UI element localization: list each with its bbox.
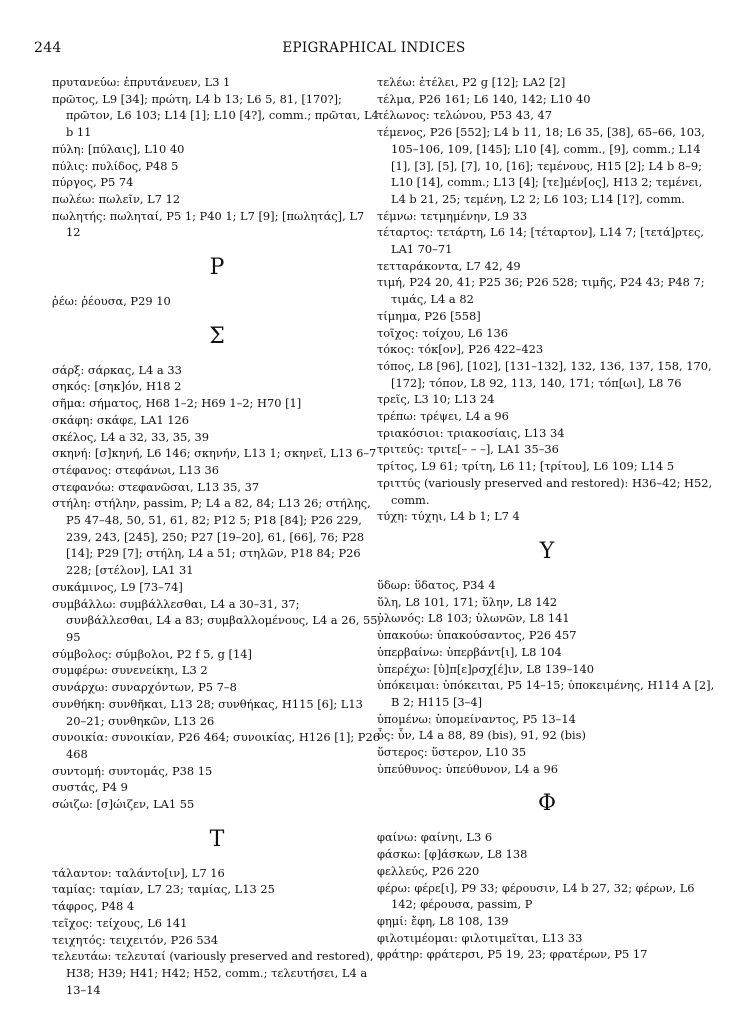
index-entry: ὑπερέχω: [ὑ]π[ε]ρσχ[έ]ιν, L8 139–140 — [377, 661, 595, 676]
index-entry: σύμβολος: σύμβολοι, P2 f 5, g [14] — [52, 646, 252, 661]
index-entry: ὕλη, L8 101, 171; ὕλην, L8 142 — [377, 594, 558, 609]
index-block — [377, 577, 717, 777]
index-entry: τύχη: τύχηι, L4 b 1; L7 4 — [377, 509, 520, 524]
index-entry: φράτηρ: φράτερσι, P5 19, 23; φρατέρων, P5 17 — [377, 947, 648, 962]
index-entry: τέμνω: τετμημένην, L9 33 — [377, 208, 528, 223]
index-entry: συνθήκη: συνθῆκαι, L13 28; συνθήκας, H115 [6]; L13 20–21; συνθηκῶν, L13 26 — [52, 696, 363, 728]
index-block — [377, 74, 717, 525]
index-entry: στεφανόω: στεφανῶσαι, L13 35, 37 — [52, 479, 260, 494]
index-entry: τειχητός: τειχειτόν, P26 534 — [52, 932, 219, 947]
section-letter-upsilon: Υ — [539, 538, 555, 564]
index-entry: πρυτανεύω: ἐπρυτάνευεν, L3 1 — [52, 75, 231, 89]
index-entry: τάλαντον: ταλάντο[ιν], L7 16 — [52, 865, 225, 880]
index-entry: φημί: ἔφη, L8 108, 139 — [377, 913, 509, 928]
index-entry: τίμημα, P26 [558] — [377, 308, 481, 323]
index-entry: τετταράκοντα, L7 42, 49 — [377, 258, 521, 273]
index-entry: τόκος: τόκ[ον], P26 422–423 — [377, 342, 544, 357]
index-entry: ὑλωνός: L8 103; ὑλωνῶν, L8 141 — [377, 611, 570, 626]
index-entry: τοῖχος: τοίχου, L6 136 — [377, 325, 508, 340]
index-entry: τόπος, L8 [96], [102], [131–132], 132, 136, 137, 158, 170, [172]; τόπον, L8 92, 113, 140, 171; τόπ[ωι], L8 76 — [377, 358, 712, 390]
index-entry: τέμενος, P26 [552]; L4 b 11, 18; L6 35, [38], 65–66, 103, 105–106, 109, [145]; L10 [4], comm., [9], comm.; L14 [1], [3], [5], [7], 10, [16]; τεμένους, H15 [2]; L4 b 8–9; L10 [14], comm.; L13 [4]; [τε]μέν[ος], H13 2; τεμένει, L4 b 21, 25; τεμένη, L2 2; L6 103; L14 [1?], comm. — [377, 125, 705, 206]
section-letter-phi: Φ — [537, 791, 557, 817]
index-entry: σηκός: [σηκ]όν, H18 2 — [52, 379, 182, 394]
index-entry: τρίτος, L9 61; τρίτη, L6 11; [τρίτου], L6 109; L14 5 — [377, 459, 675, 474]
index-entry: συστάς, P4 9 — [52, 780, 128, 795]
index-entry: τεῖχος: τείχους, L6 141 — [52, 915, 188, 930]
index-entry: πύργος, P5 74 — [52, 175, 134, 190]
index-entry: τέλωνος: τελώνου, P53 43, 47 — [377, 108, 552, 123]
index-entry: σάρξ: σάρκας, L4 a 33 — [52, 362, 182, 377]
index-entry: τέταρτος: τετάρτη, L6 14; [τέταρτον], L14 7; [τετά]ρτες, LA1 70–71 — [377, 225, 705, 257]
page-header — [34, 40, 714, 60]
right-column — [377, 74, 717, 963]
index-entry: συνοικία: συνοικίαν, P26 464; συνοικίας, H126 [1]; P26 468 — [52, 730, 380, 761]
page-number: 244 — [34, 40, 62, 56]
index-entry: συκάμινος, L9 [73–74] — [52, 579, 183, 594]
index-entry: στέφανος: στεφάνωι, L13 36 — [52, 462, 220, 477]
index-entry: τέλμα, P26 161; L6 140, 142; L10 40 — [377, 91, 591, 106]
index-entry: ῥέω: ῥέουσα, P29 10 — [52, 294, 171, 309]
index-entry: συνάρχω: συναρχόντων, P5 7–8 — [52, 680, 237, 695]
index-entry: τρέπω: τρέψει, L4 a 96 — [377, 409, 509, 424]
section-letter-sigma: Σ — [209, 323, 225, 349]
index-block — [52, 293, 382, 310]
index-entry: ταμίας: ταμίαν, L7 23; ταμίας, L13 25 — [52, 882, 275, 897]
index-entry: πύλη: [πύλαις], L10 40 — [52, 141, 185, 156]
index-entry: σῆμα: σήματος, H68 1–2; H69 1–2; H70 [1] — [52, 396, 302, 411]
index-entry: τιμή, P24 20, 41; P25 36; P26 528; τιμῆς, P24 43; P48 7; τιμάς, L4 a 82 — [377, 275, 705, 307]
index-entry: πωλητής: πωληταί, P5 1; P40 1; L7 [9]; [πωλητάς], L7 12 — [52, 208, 365, 240]
index-entry: πρῶτος, L9 [34]; πρώτη, L4 b 13; L6 5, 81, [170?]; πρῶτον, L6 103; L14 [1]; L10 [4?], comm.; πρῶται, L4 b 11 — [52, 91, 379, 140]
running-title: EPIGRAPHICAL INDICES — [282, 40, 466, 56]
index-entry: στήλη: στήλην, passim, P; L4 a 82, 84; L13 26; στήλης, P5 47–48, 50, 51, 61, 82; P12 5; P18 [84]; P26 229, 239, 243, [245], 250; P27 [19–20], 61, [66], 76; P28 [14]; P29 [7]; στήλη, L4 a 51; στηλῶν, P18 84; P26 228; [στέλον], LA1 31 — [52, 496, 371, 578]
index-entry: ὑπακούω: ὑπακούσαντος, P26 457 — [377, 628, 577, 643]
index-entry: σώιζω: [σ]ώιζεν, LA1 55 — [52, 797, 195, 812]
index-entry: φιλοτιμέομαι: φιλοτιμεῖται, L13 33 — [377, 930, 583, 945]
index-entry: σκηνή: [σ]κηνή, L6 146; σκηνήν, L13 1; σκηνεῖ, L13 6–7 — [52, 446, 377, 461]
index-entry: φάσκω: [φ]άσκων, L8 138 — [377, 847, 528, 862]
index-entry: φελλεύς, P26 220 — [377, 863, 480, 878]
index-entry: συμφέρω: συνενείκηι, L3 2 — [52, 663, 208, 678]
index-block — [52, 362, 382, 813]
index-entry: συμβάλλω: συμβάλλεσθαι, L4 a 30–31, 37; συνβάλλεσθαι, L4 a 83; συμβαλλομένους, L4 a 26, 55, 95 — [52, 596, 382, 644]
index-entry: συντομή: συντομάς, P38 15 — [52, 763, 213, 778]
index-entry: φέρω: φέρε[ι], P9 33; φέρουσιν, L4 b 27, 32; φέρων, L6 142; φέρουσα, passim, P — [377, 880, 695, 912]
index-entry: σκάφη: σκάφε, LA1 126 — [52, 412, 189, 427]
index-entry: σκέλος, L4 a 32, 33, 35, 39 — [52, 429, 210, 444]
index-entry: ὑπεύθυνος: ὑπεύθυνον, L4 a 96 — [377, 761, 558, 776]
index-entry: ὑπερβαίνω: ὑπερβάντ[ι], L8 104 — [377, 644, 562, 659]
index-entry: τρεῖς, L3 10; L13 24 — [377, 392, 495, 407]
section-letter-rho: Ρ — [209, 255, 225, 281]
index-entry: ὑπομένω: ὑπομείναντος, P5 13–14 — [377, 711, 576, 726]
index-entry: τάφρος, P48 4 — [52, 899, 135, 914]
index-entry: τριακόσιοι: τριακοσίαις, L13 34 — [377, 425, 565, 440]
index-entry: ὕδωρ: ὕδατος, P34 4 — [377, 577, 496, 592]
section-letter-tau: Τ — [209, 826, 225, 852]
index-block — [52, 74, 382, 241]
index-entry: φαίνω: φαίνηι, L3 6 — [377, 830, 493, 845]
left-column — [52, 74, 382, 998]
index-block — [52, 865, 382, 999]
index-entry: ὗς: ὗν, L4 a 88, 89 (bis), 91, 92 (bis) — [377, 728, 586, 743]
index-entry: ὕστερος: ὕστερον, L10 35 — [377, 745, 527, 760]
index-entry: ὑπόκειμαι: ὑπόκειται, P5 14–15; ὑποκειμένης, H114 A [2], B 2; H115 [3–4] — [377, 678, 715, 709]
index-block — [377, 829, 717, 963]
index-entry: τελέω: ἐτέλει, P2 g [12]; LA2 [2] — [377, 75, 566, 89]
index-entry: πύλις: πυλίδος, P48 5 — [52, 158, 179, 173]
index-entry: τριτεύς: τριτε[– – –], LA1 35–36 — [377, 442, 559, 457]
index-entry: πωλέω: πωλεῖν, L7 12 — [52, 191, 181, 206]
index-entry: τριττύς (variously preserved and restored): H36–42; H52, comm. — [377, 475, 713, 507]
index-entry: τελευτάω: τελευταί (variously preserved and restored), H38; H39; H41; H42; H52, comm.; τελευτήσει, L4 a 13–14 — [52, 949, 374, 997]
